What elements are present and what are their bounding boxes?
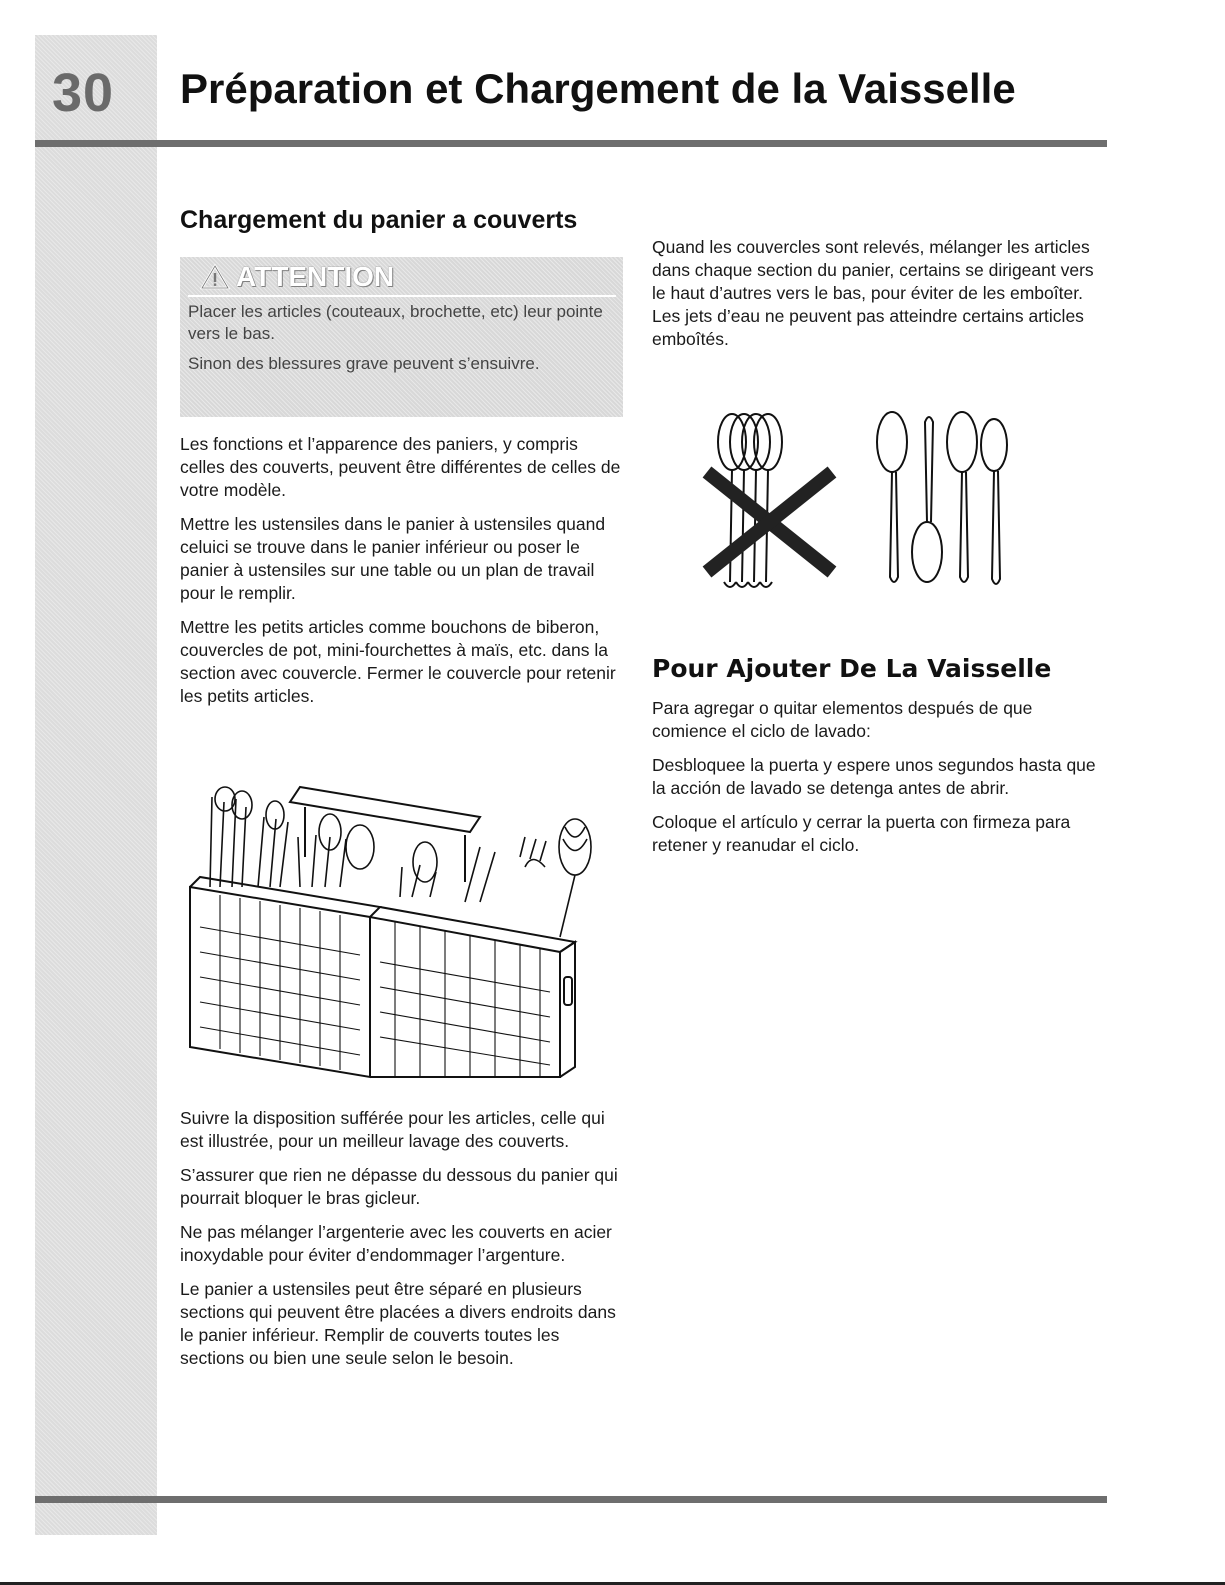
warning-divider [188,295,616,297]
section-heading-add-dishes: Pour Ajouter De La Vaisselle [652,654,1052,683]
cutlery-basket-illustration [180,777,610,1082]
warning-line-1: Placer les articles (couteaux, brochette, etc) leur pointe vers le bas. [188,302,603,343]
paragraph: Coloque el artículo y cerrar la puerta con firmeza para retener y reanudar el ciclo. [652,812,1071,855]
warning-box [180,257,623,417]
paragraph: Quand les couvercles sont relevés, mélanger les articles dans chaque section du panier, certains se dirigeant vers le haut d’autres vers le bas, pour éviter de les emboîter. Les jets d’eau ne peuvent pas atteindre certains articles emboîtés. [652,237,1094,349]
warning-triangle-icon [200,264,230,290]
top-rule [35,140,1107,147]
left-column [180,206,625,1381]
paragraph: Le panier a ustensiles peut être séparé en plusieurs sections qui peuvent être placées a divers endroits dans le panier inférieur. Remplir de couverts toutes les sections ou bien une seule selon le besoin. [180,1279,616,1368]
bottom-rule [35,1496,1107,1503]
paragraph: Mettre les ustensiles dans le panier à ustensiles quand celuici se trouve dans le panier inférieur ou poser le panier à ustensiles sur une table ou un plan de travail pour le remplir. [180,514,606,603]
warning-text [188,301,618,383]
paragraph: Mettre les petits articles comme bouchons de biberon, couvercles de pot, mini-fourchettes à maïs, etc. dans la section avec couvercle. Fermer le couvercle pour retenir les petits articles. [180,617,616,706]
warning-line-2: Sinon des blessures grave peuvent s’ensuivre. [188,354,540,373]
spoon-nesting-illustration [702,407,1012,597]
paragraph: S’assurer que rien ne dépasse du dessous du panier qui pourrait bloquer le bras gicleur. [180,1165,618,1208]
page-number: 30 [52,63,115,123]
right-column [652,236,1102,868]
warning-header [200,261,394,293]
paragraph: Desbloquee la puerta y espere unos segundos hasta que la acción de lavado se detenga antes de abrir. [652,755,1096,798]
page-sidebar [35,35,157,1535]
paragraph: Para agregar o quitar elementos después de que comience el ciclo de lavado: [652,698,1033,741]
paragraph: Ne pas mélanger l’argenterie avec les couverts en acier inoxydable pour éviter d’endommager l’argenture. [180,1222,612,1265]
paragraph: Suivre la disposition sufférée pour les articles, celle qui est illustrée, pour un meilleur lavage des couverts. [180,1108,605,1151]
section-heading-cutlery: Chargement du panier a couverts [180,206,578,234]
page-title: Préparation et Chargement de la Vaisselle [180,65,1016,112]
paragraph: Les fonctions et l’apparence des paniers, y compris celles des couverts, peuvent être différentes de celles de votre modèle. [180,434,621,500]
warning-label: ATTENTION [236,261,395,292]
